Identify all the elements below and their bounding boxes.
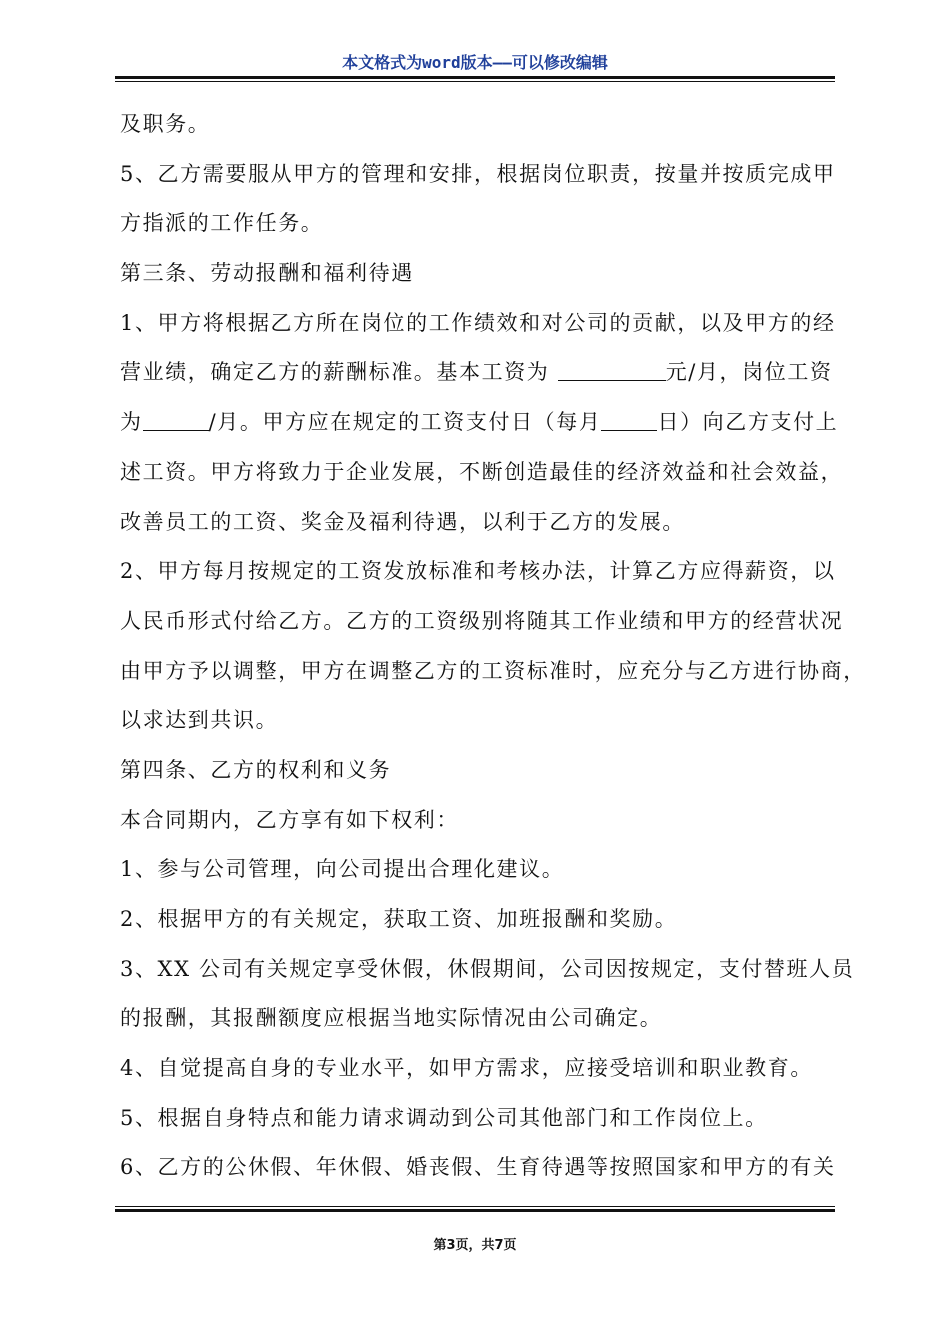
list-item: 6、乙方的公休假、年休假、婚丧假、生育待遇等按照国家和甲方的有关: [120, 1155, 836, 1180]
header-rule-thin: [115, 81, 835, 82]
list-item: 3、XX 公司有关规定享受休假，休假期间，公司因按规定，支付替班人员: [120, 956, 855, 981]
paragraph-line: 1、甲方将根据乙方所在岗位的工作绩效和对公司的贡献，以及甲方的经: [120, 310, 836, 335]
pay-day-blank[interactable]: [601, 410, 657, 431]
paragraph-line: 本合同期内，乙方享有如下权利：: [120, 807, 459, 832]
section-heading: 第四条、乙方的权利和义务: [120, 757, 392, 782]
list-item: 2、根据甲方的有关规定，获取工资、加班报酬和奖励。: [120, 907, 678, 931]
header-rule-thick: [115, 76, 835, 79]
paragraph-line: 以求达到共识。: [120, 708, 279, 733]
footer-rule-thin: [115, 1206, 835, 1207]
paragraph-line: 2、甲方每月按规定的工资发放标准和考核办法，计算乙方应得薪资，以: [120, 559, 836, 584]
list-item: 4、自觉提高自身的专业水平，如甲方需求，应接受培训和职业教育。: [120, 1056, 813, 1081]
footer-rule-thick: [115, 1209, 835, 1212]
paragraph-line: 5、乙方需要服从甲方的管理和安排，根据岗位职责，按量并按质完成甲: [120, 161, 836, 186]
paragraph-line: 方指派的工作任务。: [120, 211, 324, 236]
document-header-title: 本文格式为word版本——可以修改编辑: [342, 53, 608, 72]
position-salary-blank[interactable]: [143, 410, 209, 431]
paragraph-line: 述工资。甲方将致力于企业发展，不断创造最佳的经济效益和社会效益，: [120, 459, 844, 484]
paragraph-line: 及职务。: [120, 112, 211, 136]
section-heading: 第三条、劳动报酬和福利待遇: [120, 261, 414, 286]
paragraph-line: 改善员工的工资、奖金及福利待遇，以利于乙方的发展。: [120, 509, 685, 534]
paragraph-line: 人民币形式付给乙方。乙方的工资级别将随其工作业绩和甲方的经营状况: [120, 608, 844, 633]
document-body: [120, 100, 866, 1193]
list-item: 1、参与公司管理，向公司提出合理化建议。: [120, 857, 565, 882]
paragraph-text: 营业绩，确定乙方的薪酬标准。基本工资为: [120, 360, 558, 385]
paragraph-text: /月。甲方应在规定的工资支付日（每月: [208, 410, 602, 435]
page-number-label: 第3页，共7页: [433, 1238, 517, 1253]
paragraph-text: 为: [120, 410, 143, 435]
paragraph-line: [120, 348, 835, 398]
paragraph-line: 的报酬，其报酬额度应根据当地实际情况由公司确定。: [120, 1006, 663, 1031]
paragraph-text: 日）向乙方支付上: [657, 410, 839, 435]
list-item: 5、根据自身特点和能力请求调动到公司其他部门和工作岗位上。: [120, 1105, 768, 1130]
paragraph-line: [120, 398, 839, 448]
base-salary-blank[interactable]: [558, 360, 666, 381]
paragraph-line: 由甲方予以调整，甲方在调整乙方的工资标准时，应充分与乙方进行协商，: [120, 658, 866, 683]
paragraph-text: 元/月，岗位工资: [665, 360, 833, 385]
